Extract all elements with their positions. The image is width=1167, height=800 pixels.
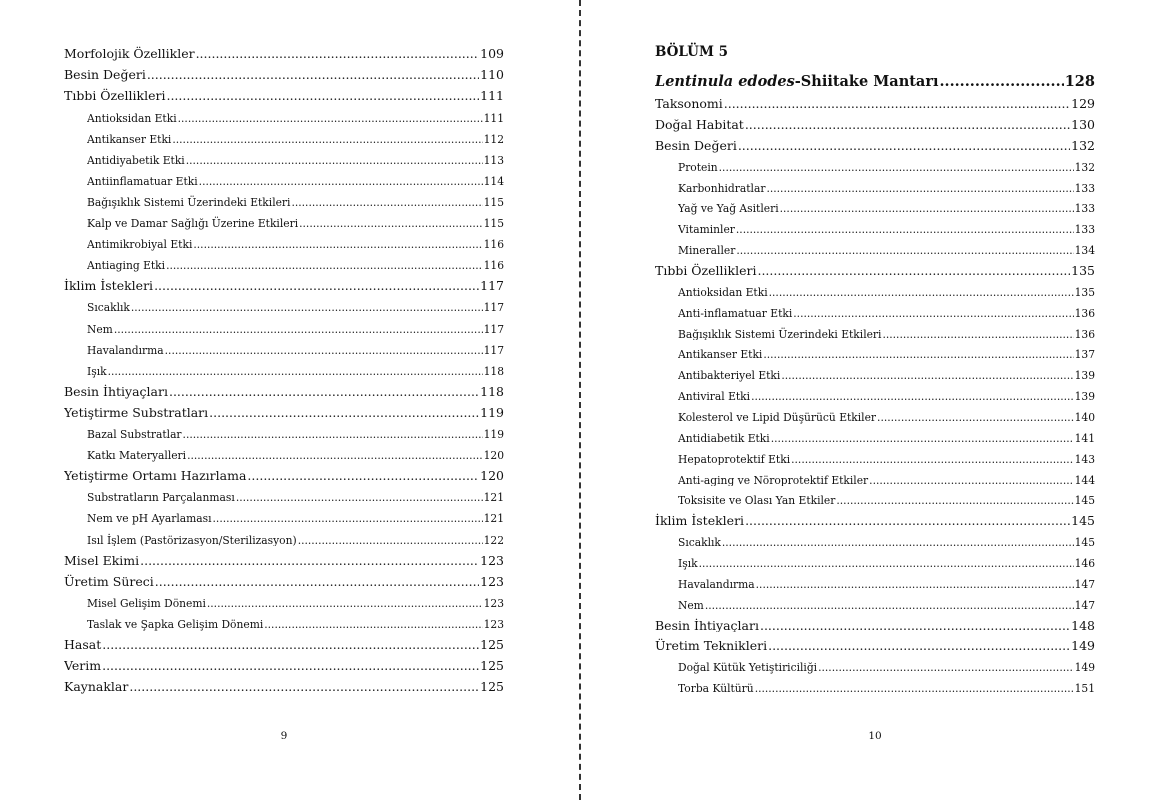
toc-leader: [724, 97, 1070, 111]
toc-entry[interactable]: [678, 675, 1095, 695]
toc-entry[interactable]: [678, 425, 1095, 445]
toc-entry-page-number: 151: [1074, 682, 1095, 695]
toc-entry-title: Antiviral Etki: [678, 390, 751, 403]
toc-entry-title: Morfolojik Özellikler: [64, 46, 195, 61]
toc-leader: [199, 176, 483, 188]
toc-leader: [247, 469, 479, 483]
toc-entry[interactable]: [678, 195, 1095, 215]
toc-leader: [939, 73, 1063, 90]
page-divider: [579, 0, 581, 800]
toc-leader: [186, 155, 483, 167]
toc-leader: [771, 433, 1074, 445]
toc-entry[interactable]: [678, 279, 1095, 299]
toc-entry-page-number: 146: [1074, 556, 1095, 570]
toc-entry-page-number: 113: [483, 153, 504, 167]
toc-leader: [178, 113, 483, 125]
toc-entry-page-number: 137: [1074, 348, 1095, 362]
toc-leader: [165, 345, 483, 357]
toc-entry-title: Üretim Teknikleri: [655, 638, 768, 654]
toc-leader: [877, 412, 1074, 424]
toc-entry-title: Besin Değeri: [655, 137, 737, 153]
toc-leader: [760, 619, 1070, 633]
toc-leader: [818, 662, 1073, 674]
toc-entry-title: Tıbbi Özellikleri: [655, 263, 757, 278]
toc-leader: [793, 308, 1073, 320]
toc-leader: [114, 324, 483, 336]
toc-entry-title: Bazal Substratlar: [87, 428, 182, 441]
chapter-title-text: [655, 73, 938, 90]
toc-entry-title: Karbonhidratlar: [678, 181, 766, 195]
toc-entry-page-number: 132: [1071, 137, 1095, 153]
right-page-number: 10: [868, 730, 882, 742]
toc-entry-title: Kalp ve Damar Sağlığı Üzerine Etkileri: [87, 217, 299, 230]
toc-entry-page-number: 118: [483, 364, 504, 378]
toc-leader: [166, 89, 479, 103]
toc-entry[interactable]: [678, 571, 1095, 591]
toc-entry-title: Katkı Materyalleri: [87, 449, 187, 462]
toc-leader: [769, 287, 1074, 299]
toc-entry-title: Havalandırma: [678, 577, 755, 591]
toc-entry[interactable]: [655, 133, 1095, 153]
toc-entry[interactable]: [64, 463, 504, 483]
toc-entry[interactable]: [678, 445, 1095, 465]
toc-entry-title: Yetiştirme Ortamı Hazırlama: [64, 468, 247, 483]
toc-entry[interactable]: [678, 404, 1095, 424]
toc-entry-title: Nem ve pH Ayarlaması: [87, 512, 212, 526]
toc-leader: [147, 68, 479, 82]
toc-entry-title: Üretim Süreci: [64, 573, 154, 589]
toc-entry-title: Sıcaklık: [87, 301, 130, 315]
toc-entry[interactable]: [87, 358, 504, 378]
toc-leader: [193, 239, 482, 251]
toc-entry-title: Antibakteriyel Etki: [678, 369, 781, 383]
toc-leader: [719, 162, 1074, 174]
toc-entry-title: Torba Kültürü: [678, 682, 754, 695]
toc-entry-page-number: 116: [483, 259, 504, 272]
toc-entry-title: İklim İstekleri: [655, 513, 745, 528]
toc-entry[interactable]: [87, 168, 504, 188]
toc-leader: [196, 47, 480, 61]
toc-leader: [209, 406, 479, 420]
toc-entry-page-number: 140: [1074, 410, 1095, 424]
toc-leader: [705, 600, 1074, 612]
toc-leader: [102, 659, 479, 673]
toc-entry-title: Doğal Habitat: [655, 117, 744, 132]
toc-leader: [869, 475, 1073, 487]
toc-leader: [836, 495, 1073, 507]
toc-entry-title: Misel Gelişim Dönemi: [87, 596, 206, 610]
toc-leader: [768, 639, 1070, 653]
toc-entry[interactable]: [64, 653, 504, 673]
toc-entry-page-number: 112: [483, 132, 504, 146]
toc-entry-title: Anti-aging ve Nöroprotektif Etkiler: [678, 473, 869, 487]
toc-entry[interactable]: [64, 62, 504, 82]
toc-entry[interactable]: [678, 300, 1095, 320]
toc-entry[interactable]: [87, 590, 504, 610]
toc-entry-title: Kolesterol ve Lipid Düşürücü Etkiler: [678, 410, 877, 424]
toc-entry-title: Doğal Kütük Yetiştiriciliği: [678, 661, 818, 674]
toc-entry-page-number: 134: [1074, 244, 1095, 257]
toc-entry-title: Sıcaklık: [678, 536, 721, 549]
toc-leader: [736, 224, 1074, 236]
toc-entry[interactable]: [678, 654, 1095, 674]
toc-entry-title: Tıbbi Özellikleri: [64, 88, 166, 104]
toc-entry[interactable]: [64, 674, 504, 694]
toc-entry-page-number: 115: [483, 195, 504, 209]
toc-entry[interactable]: [87, 526, 504, 546]
toc-entry-title: Yağ ve Yağ Asitleri: [678, 202, 779, 216]
toc-entry-page-number: 121: [483, 512, 504, 526]
toc-entry[interactable]: [655, 91, 1095, 111]
toc-leader: [187, 450, 483, 462]
right-page: [655, 0, 1095, 800]
toc-entry-page-number: 109: [480, 46, 504, 61]
toc-entry-page-number: 111: [480, 88, 504, 104]
toc-entry[interactable]: [655, 258, 1095, 278]
toc-entry[interactable]: [655, 633, 1095, 653]
toc-entry[interactable]: [87, 315, 504, 335]
toc-entry-title: Bağışıklık Sistemi Üzerindeki Etkileri: [87, 195, 291, 209]
toc-entry-title: Besin İhtiyaçları: [655, 617, 759, 633]
toc-entry-title: Misel Ekimi: [64, 552, 140, 568]
toc-entry[interactable]: [678, 591, 1095, 611]
toc-leader: [722, 537, 1074, 549]
toc-entry-title: Kaynaklar: [64, 679, 129, 694]
toc-entry-title: Yetiştirme Substratları: [64, 404, 209, 420]
toc-entry-title: Mineraller: [678, 244, 736, 257]
toc-entry[interactable]: [87, 442, 504, 462]
toc-entry-title: Taslak ve Şapka Gelişim Dönemi: [87, 617, 264, 631]
toc-entry[interactable]: [678, 550, 1095, 570]
toc-entry[interactable]: [64, 632, 504, 652]
toc-entry-title: Besin İhtiyaçları: [64, 383, 168, 399]
toc-entry-title: Hasat: [64, 637, 102, 652]
toc-entry-page-number: 123: [480, 552, 504, 568]
toc-entry[interactable]: [87, 505, 504, 525]
toc-leader: [102, 638, 479, 652]
toc-entry[interactable]: [678, 383, 1095, 403]
toc-entry-title: Bağışıklık Sistemi Üzerindeki Etkileri: [678, 327, 882, 341]
toc-leader: [745, 514, 1070, 528]
toc-leader: [791, 454, 1073, 466]
left-page: [64, 0, 504, 800]
toc-entry-title: Antiinflamatuar Etki: [87, 174, 198, 188]
toc-entry-page-number: 114: [483, 174, 504, 188]
toc-entry-page-number: 119: [480, 404, 504, 420]
toc-entry-page-number: 122: [483, 533, 504, 547]
toc-entry-page-number: 117: [483, 301, 504, 315]
toc-entry[interactable]: [655, 612, 1095, 632]
toc-entry[interactable]: [87, 104, 504, 124]
toc-entry[interactable]: [87, 294, 504, 314]
toc-leader: [763, 349, 1073, 361]
toc-entry-title: Antimikrobiyal Etki: [87, 238, 193, 251]
toc-entry-title: Işık: [678, 556, 698, 570]
toc-entry-title: Besin Değeri: [64, 67, 146, 83]
toc-leader: [738, 139, 1070, 153]
toc-leader: [757, 264, 1070, 278]
toc-entry-page-number: 117: [483, 322, 504, 336]
toc-entry-page-number: 145: [1071, 513, 1095, 528]
toc-entry-page-number: 120: [483, 449, 504, 462]
toc-entry-page-number: 123: [483, 596, 504, 610]
toc-entry-title: Işık: [87, 364, 107, 378]
toc-entry-page-number: 116: [483, 238, 504, 251]
toc-entry-page-number: 144: [1074, 473, 1095, 487]
toc-entry[interactable]: [678, 216, 1095, 236]
toc-leader: [207, 598, 483, 610]
toc-leader: [299, 218, 482, 230]
toc-entry[interactable]: [678, 341, 1095, 361]
toc-entry-page-number: 136: [1074, 327, 1095, 341]
toc-entry[interactable]: [87, 147, 504, 167]
toc-entry-title: Antidiabetik Etki: [678, 431, 770, 445]
toc-leader: [169, 385, 479, 399]
toc-leader: [766, 183, 1073, 195]
toc-leader: [780, 203, 1074, 215]
toc-entry-title: Antikanser Etki: [678, 348, 763, 362]
toc-leader: [166, 260, 483, 272]
toc-entry-page-number: 139: [1074, 369, 1095, 383]
toc-entry-page-number: 145: [1074, 536, 1095, 549]
toc-entry-page-number: 118: [480, 383, 504, 399]
toc-entry[interactable]: [678, 487, 1095, 507]
toc-entry-title: Antioksidan Etki: [678, 285, 768, 299]
toc-leader: [755, 683, 1074, 695]
toc-leader: [781, 370, 1073, 382]
toc-entry[interactable]: [678, 466, 1095, 486]
toc-entry-title: Anti-inflamatuar Etki: [678, 306, 793, 320]
toc-entry-page-number: 143: [1074, 452, 1095, 466]
toc-entry-page-number: 123: [483, 617, 504, 631]
toc-entry[interactable]: [655, 508, 1095, 528]
toc-leader: [131, 302, 483, 314]
toc-entry[interactable]: [64, 400, 504, 420]
toc-entry-page-number: 149: [1071, 638, 1095, 654]
toc-entry-title: Antikanser Etki: [87, 132, 172, 146]
toc-entry-page-number: 123: [480, 573, 504, 589]
toc-entry-page-number: 125: [480, 658, 504, 673]
toc-entry-page-number: 115: [483, 217, 504, 230]
toc-entry-page-number: 133: [1074, 181, 1095, 195]
chapter-title-common: -Shiitake Mantarı: [794, 73, 939, 90]
toc-entry-page-number: 110: [480, 67, 504, 83]
toc-entry[interactable]: [655, 112, 1095, 132]
toc-entry[interactable]: [87, 421, 504, 441]
toc-entry[interactable]: [87, 125, 504, 145]
toc-leader: [172, 134, 482, 146]
toc-entry[interactable]: [87, 336, 504, 356]
toc-entry-title: İklim İstekleri: [64, 278, 154, 294]
chapter-page-number: 128: [1064, 73, 1095, 90]
toc-leader: [154, 279, 479, 293]
toc-entry-page-number: 145: [1074, 494, 1095, 508]
toc-entry-page-number: 120: [480, 468, 504, 483]
toc-entry-page-number: 119: [483, 428, 504, 441]
toc-entry-title: Isıl İşlem (Pastörizasyon/Sterilizasyon): [87, 533, 297, 547]
toc-entry-title: Protein: [678, 160, 718, 174]
toc-entry[interactable]: [64, 41, 504, 61]
toc-entry-title: Verim: [64, 658, 102, 673]
toc-entry[interactable]: [678, 174, 1095, 194]
toc-leader: [736, 245, 1073, 257]
toc-entry-page-number: 130: [1071, 117, 1095, 132]
toc-leader: [129, 680, 479, 694]
toc-entry-page-number: 117: [480, 278, 504, 294]
toc-leader: [213, 513, 483, 525]
toc-entry-page-number: 136: [1074, 306, 1095, 320]
toc-entry[interactable]: [87, 611, 504, 631]
toc-leader: [155, 575, 479, 589]
toc-entry-page-number: 135: [1074, 285, 1095, 299]
left-page-number: 9: [280, 730, 288, 742]
toc-entry-page-number: 139: [1074, 390, 1095, 403]
toc-entry-page-number: 148: [1071, 617, 1095, 633]
toc-leader: [756, 579, 1074, 591]
toc-entry-page-number: 121: [483, 491, 504, 505]
toc-leader: [291, 197, 482, 209]
toc-entry-page-number: 129: [1071, 96, 1095, 111]
chapter-label: BÖLÜM 5: [655, 44, 728, 60]
toc-entry[interactable]: [678, 529, 1095, 549]
toc-entry-page-number: 125: [480, 679, 504, 694]
toc-leader: [140, 554, 479, 568]
toc-leader: [745, 118, 1070, 132]
toc-entry-page-number: 133: [1074, 223, 1095, 237]
toc-entry[interactable]: [64, 273, 504, 293]
toc-entry[interactable]: [678, 237, 1095, 257]
toc-entry[interactable]: [87, 252, 504, 272]
toc-entry[interactable]: [87, 231, 504, 251]
toc-entry[interactable]: [87, 189, 504, 209]
toc-leader: [183, 429, 483, 441]
chapter-title-species: Lentinula edodes: [655, 73, 795, 90]
toc-entry[interactable]: [678, 320, 1095, 340]
toc-entry-title: Antidiyabetik Etki: [87, 153, 185, 167]
toc-entry-page-number: 141: [1074, 431, 1095, 445]
toc-leader: [298, 535, 483, 547]
toc-leader: [699, 558, 1074, 570]
toc-entry-page-number: 147: [1074, 577, 1095, 591]
toc-entry-title: Toksisite ve Olası Yan Etkiler: [678, 494, 836, 508]
toc-entry-page-number: 132: [1074, 160, 1095, 174]
toc-entry-title: Hepatoprotektif Etki: [678, 452, 791, 466]
toc-entry-title: Vitaminler: [678, 223, 735, 237]
toc-entry-page-number: 133: [1074, 202, 1095, 216]
toc-entry-title: Havalandırma: [87, 343, 164, 357]
toc-entry-page-number: 147: [1074, 598, 1095, 612]
toc-entry-title: Antiaging Etki: [87, 259, 166, 272]
toc-entry[interactable]: [87, 484, 504, 504]
toc-entry-page-number: 117: [483, 343, 504, 357]
toc-leader: [882, 329, 1073, 341]
toc-leader: [264, 619, 482, 631]
toc-entry-page-number: 111: [483, 111, 504, 125]
toc-entry[interactable]: [678, 362, 1095, 382]
chapter-title[interactable]: [655, 68, 1095, 90]
toc-entry-page-number: 125: [480, 637, 504, 652]
toc-leader: [751, 391, 1074, 403]
toc-entry[interactable]: [64, 547, 504, 567]
toc-entry-page-number: 149: [1074, 661, 1095, 674]
toc-entry-page-number: 135: [1071, 263, 1095, 278]
toc-entry-title: Substratların Parçalanması: [87, 491, 235, 505]
toc-entry[interactable]: [64, 379, 504, 399]
toc-entry[interactable]: [64, 569, 504, 589]
toc-entry-title: Antioksidan Etki: [87, 111, 177, 125]
toc-entry[interactable]: [87, 210, 504, 230]
toc-entry-title: Nem: [678, 598, 704, 612]
toc-entry-title: Taksonomi: [655, 96, 723, 111]
toc-leader: [108, 366, 483, 378]
toc-entry[interactable]: [678, 154, 1095, 174]
toc-entry-title: Nem: [87, 322, 113, 336]
toc-entry[interactable]: [64, 83, 504, 103]
toc-leader: [236, 492, 483, 504]
